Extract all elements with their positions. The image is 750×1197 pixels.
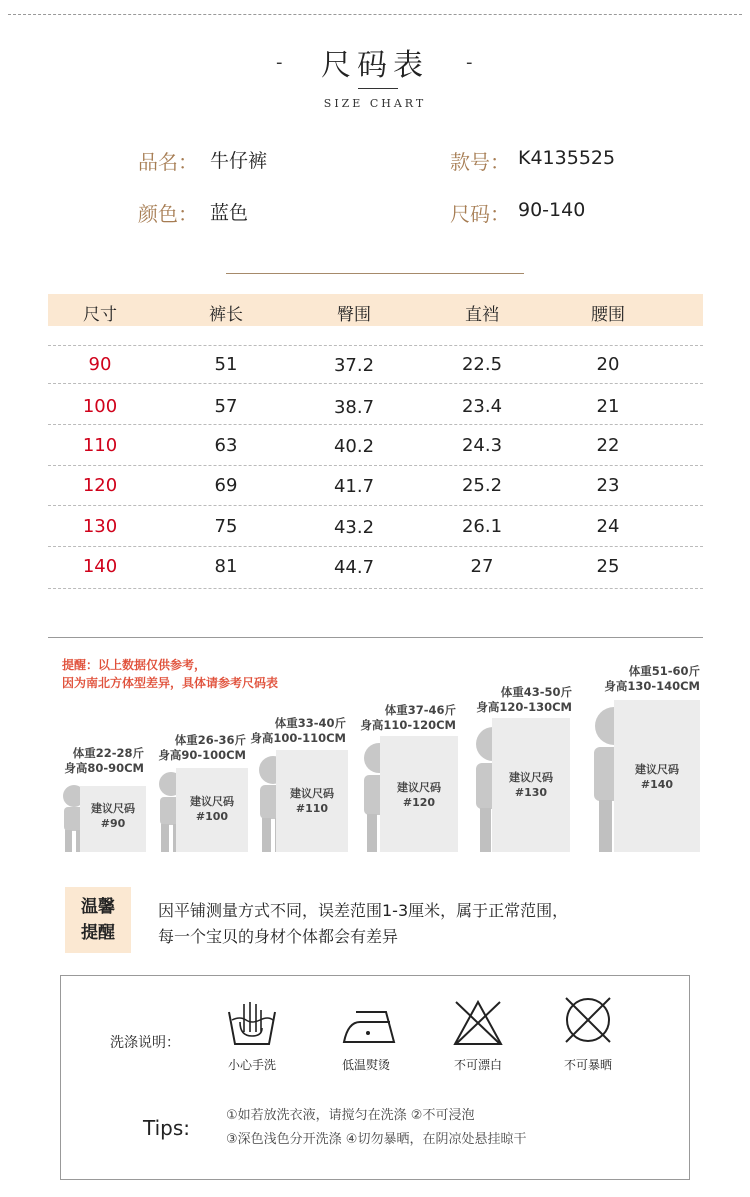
table-header-length: 裤长 xyxy=(209,305,243,325)
table-cell: 24 xyxy=(596,516,620,537)
card-size: #110 xyxy=(295,802,329,815)
table-cell: 21 xyxy=(596,396,620,417)
size-card xyxy=(80,786,146,852)
notice-badge xyxy=(65,887,131,953)
no-bleach-icon xyxy=(452,998,504,1046)
title-dash-right: - xyxy=(466,52,473,73)
size-card xyxy=(492,718,570,852)
kid-2-label xyxy=(148,733,246,763)
reference-warning xyxy=(62,656,278,692)
row-divider xyxy=(48,546,703,547)
color-label: 颜色： xyxy=(138,202,198,226)
title-underline xyxy=(358,88,398,89)
card-size: #90 xyxy=(100,817,126,830)
table-cell: 25 xyxy=(596,556,620,577)
notice-label-line-2: 提醒 xyxy=(81,923,115,943)
table-cell: 69 xyxy=(214,475,238,496)
kid-weight: 体重33-40斤 xyxy=(274,716,346,730)
tips-line-2: ③深色浅色分开洗涤 ④切勿暴晒，在阴凉处悬挂晾干 xyxy=(226,1132,527,1147)
size-range-value: 90-140 xyxy=(518,199,586,221)
card-title: 建议尺码 xyxy=(635,763,679,776)
notice-line-1: 因平铺测量方式不同，误差范围1-3厘米，属于正常范围， xyxy=(158,901,569,920)
name-value: 牛仔裤 xyxy=(210,150,268,172)
kid-height: 身高80-90CM xyxy=(64,761,144,775)
table-cell: 81 xyxy=(214,556,238,577)
table-cell: 63 xyxy=(214,435,238,456)
kid-1-label xyxy=(56,746,144,776)
table-cell: 75 xyxy=(214,516,238,537)
table-header-rise: 直裆 xyxy=(465,305,499,325)
table-cell: 26.1 xyxy=(461,516,503,537)
card-title: 建议尺码 xyxy=(190,795,234,808)
card-title: 建议尺码 xyxy=(509,771,553,784)
table-cell-size: 120 xyxy=(82,475,118,496)
table-cell-size: 110 xyxy=(82,435,118,456)
top-divider xyxy=(8,14,742,15)
table-cell: 22.5 xyxy=(461,354,503,375)
table-cell: 40.2 xyxy=(333,436,375,457)
table-cell-size: 90 xyxy=(88,354,112,375)
wash-label: 洗涤说明： xyxy=(110,1035,180,1051)
notice-line-2: 每一个宝贝的身材个体都会有差异 xyxy=(158,927,399,946)
row-divider xyxy=(48,465,703,466)
kid-6-label xyxy=(596,664,700,694)
kid-height: 身高120-130CM xyxy=(476,700,572,714)
row-divider xyxy=(48,345,703,346)
card-size: #130 xyxy=(514,786,548,799)
no-tumble-dry-icon xyxy=(562,994,614,1046)
table-cell: 23.4 xyxy=(461,396,503,417)
kid-weight: 体重43-50斤 xyxy=(500,685,572,699)
no-bleach-label: 不可漂白 xyxy=(453,1058,502,1072)
table-cell: 41.7 xyxy=(333,476,375,497)
hand-wash-label: 小心手洗 xyxy=(227,1058,276,1072)
card-size: #120 xyxy=(402,796,436,809)
low-iron-label: 低温熨烫 xyxy=(341,1058,390,1072)
kid-height: 身高110-120CM xyxy=(360,718,456,732)
card-size: #140 xyxy=(640,778,674,791)
table-cell-size: 100 xyxy=(82,396,118,417)
section-separator xyxy=(48,637,703,638)
table-cell: 43.2 xyxy=(333,517,375,538)
table-cell-size: 130 xyxy=(82,516,118,537)
table-cell: 51 xyxy=(214,354,238,375)
kid-weight: 体重51-60斤 xyxy=(628,664,700,678)
style-label: 款号： xyxy=(450,150,510,174)
kid-5-label xyxy=(468,685,572,715)
color-value: 蓝色 xyxy=(210,202,249,224)
kid-weight: 体重37-46斤 xyxy=(384,703,456,717)
title-dash-left: - xyxy=(276,52,283,73)
size-range-label: 尺码： xyxy=(450,202,510,226)
tips-line-1: ①如若放洗衣液，请搅匀在洗涤 ②不可浸泡 xyxy=(226,1108,475,1123)
section-divider xyxy=(226,273,524,274)
size-card xyxy=(380,736,458,852)
kid-height: 身高100-110CM xyxy=(250,731,346,745)
page-title: 尺码表 xyxy=(321,48,429,83)
table-cell: 23 xyxy=(596,475,620,496)
warning-line-2: 因为南北方体型差异，具体请参考尺码表 xyxy=(62,676,279,690)
style-value: K4135525 xyxy=(518,147,616,169)
row-divider xyxy=(48,588,703,589)
table-cell: 22 xyxy=(596,435,620,456)
card-title: 建议尺码 xyxy=(397,781,441,794)
table-cell: 44.7 xyxy=(333,557,375,578)
table-header-waist: 腰围 xyxy=(591,305,625,325)
notice-label-line-1: 温馨 xyxy=(81,897,115,917)
table-cell: 38.7 xyxy=(333,397,375,418)
size-card xyxy=(176,768,248,852)
size-card xyxy=(276,750,348,852)
size-card xyxy=(614,700,700,852)
table-header-size: 尺寸 xyxy=(83,305,117,325)
notice-text xyxy=(158,898,568,950)
low-iron-icon xyxy=(340,1008,398,1044)
kid-weight: 体重22-28斤 xyxy=(72,746,144,760)
table-cell: 25.2 xyxy=(461,475,503,496)
tips-label: Tips: xyxy=(143,1116,191,1140)
table-cell-size: 140 xyxy=(82,556,118,577)
table-cell: 20 xyxy=(596,354,620,375)
table-cell: 27 xyxy=(470,556,494,577)
card-title: 建议尺码 xyxy=(290,787,334,800)
table-cell: 57 xyxy=(214,396,238,417)
table-header-hip: 臀围 xyxy=(337,305,371,325)
row-divider xyxy=(48,383,703,384)
no-sun-label: 不可暴晒 xyxy=(563,1058,612,1072)
name-label: 品名： xyxy=(138,150,198,174)
kid-height: 身高130-140CM xyxy=(604,679,700,693)
page-subtitle: SIZE CHART xyxy=(323,97,427,110)
kid-weight: 体重26-36斤 xyxy=(174,733,246,747)
hand-wash-icon xyxy=(226,1002,278,1046)
kid-3-label xyxy=(244,716,346,746)
kid-4-label xyxy=(352,703,456,733)
row-divider xyxy=(48,424,703,425)
table-cell: 24.3 xyxy=(461,435,503,456)
warning-line-1: 提醒：以上数据仅供参考， xyxy=(62,658,207,672)
card-size: #100 xyxy=(195,810,229,823)
card-title: 建议尺码 xyxy=(91,802,135,815)
row-divider xyxy=(48,505,703,506)
table-cell: 37.2 xyxy=(333,355,375,376)
kid-height: 身高90-100CM xyxy=(158,748,246,762)
